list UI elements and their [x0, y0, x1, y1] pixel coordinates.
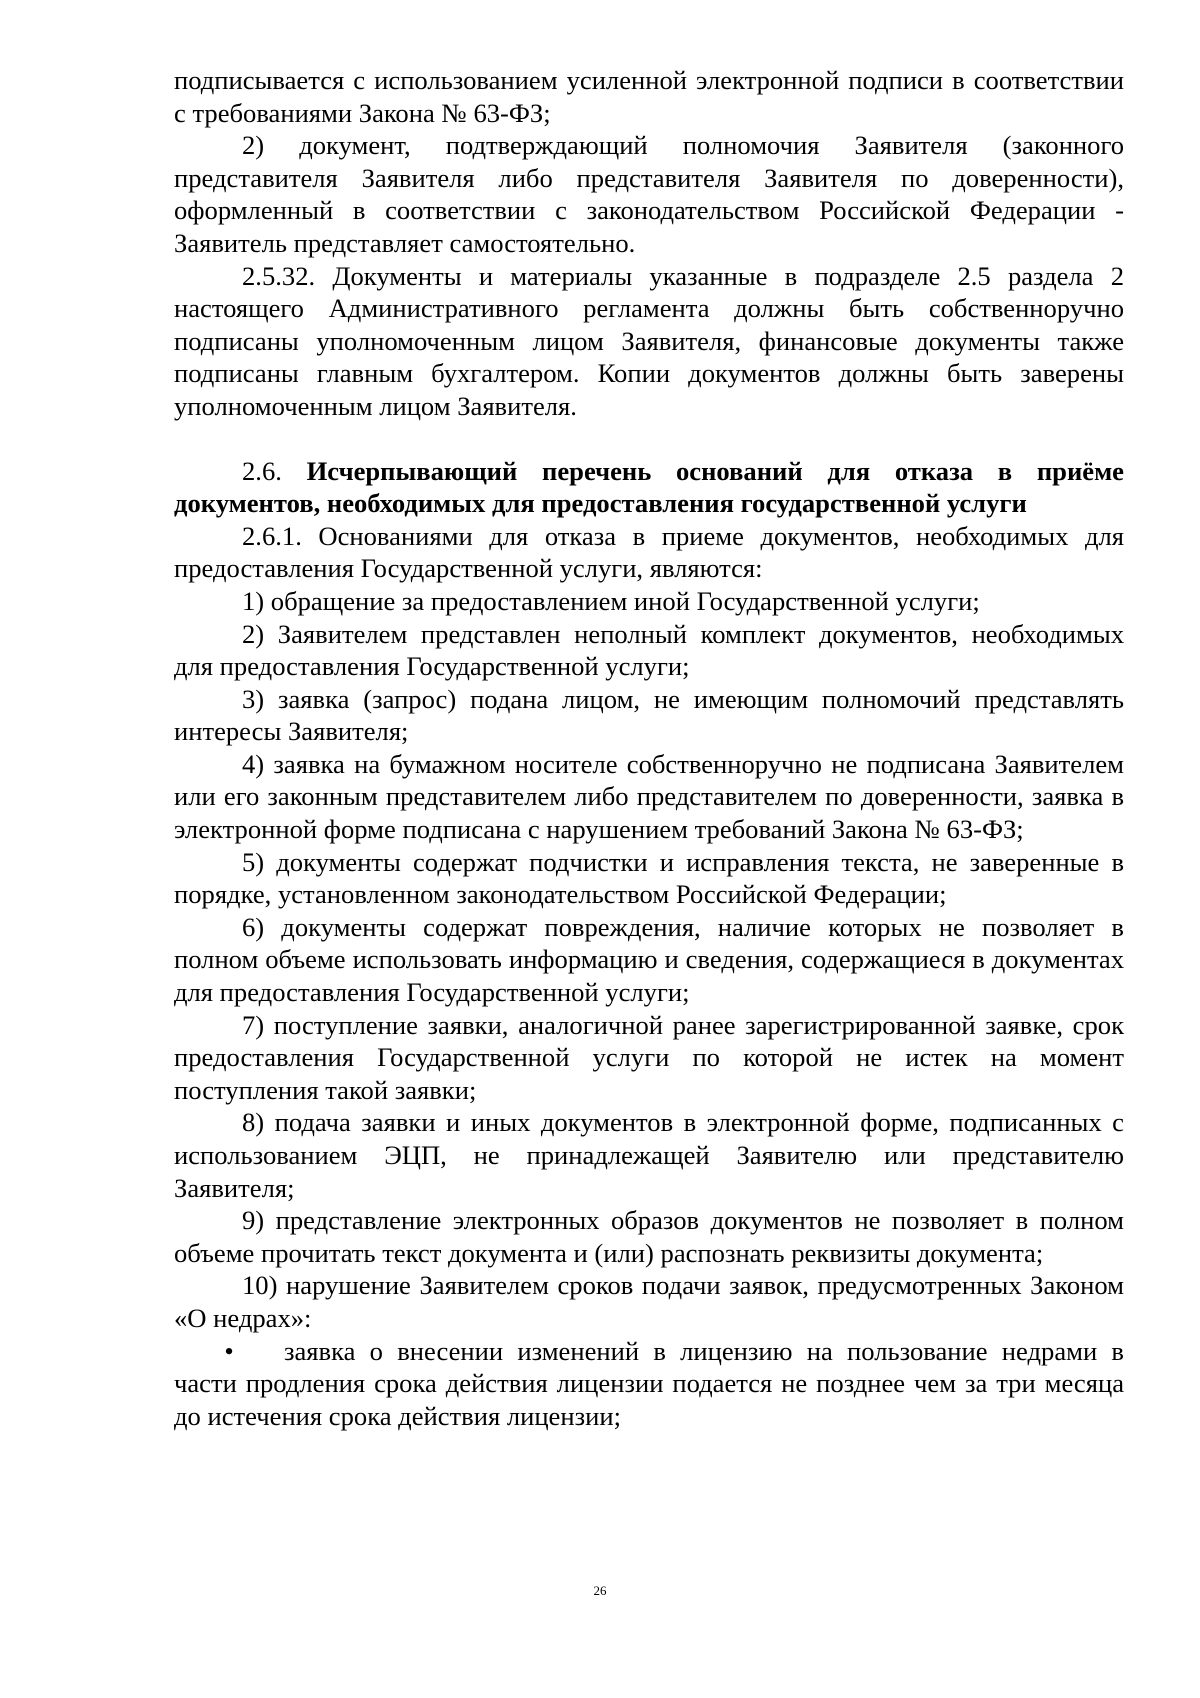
- list-item: 4) заявка на бумажном носителе собственноручно не подписана Заявителем или его законным представителем либо представителем по доверенности, заявка в электронной форме подписана с нарушением требований Закона № 63-ФЗ;: [174, 748, 1124, 845]
- page-number: 26: [593, 1583, 607, 1598]
- list-item: 7) поступление заявки, аналогичной ранее зарегистрированной заявке, срок предоставления Государственной услуги по которой не истек на момент поступления такой заявки;: [174, 1009, 1124, 1105]
- section-spacer: [174, 423, 1124, 455]
- paragraph-item-2-document: 2) документ, подтверждающий полномочия Заявителя (законного представителя Заявителя либо представителя Заявителя по доверенности), оформленный в соответствии с законодательством Российской Федерации - Заявитель представляет самостоятельно.: [174, 130, 1124, 258]
- list-item: 2) Заявителем представлен неполный комплект документов, необходимых для предоставления Государственной услуги;: [174, 618, 1124, 682]
- bullet-text: заявка о внесении изменений в лицензию на пользование недрами в части продления срока действия лицензии подается не позднее чем за три месяца до истечения срока действия лицензии;: [174, 1335, 1124, 1431]
- list-item: 5) документы содержат подчистки и исправления текста, не заверенные в порядке, установленном законодательством Российской Федерации;: [174, 846, 1124, 910]
- section-title: Исчерпывающий перечень оснований для отказа в приёме документов, необходимых для предоставления государственной услуги: [174, 455, 1124, 519]
- list-item: 3) заявка (запрос) подана лицом, не имеющим полномочий представлять интересы Заявителя;: [174, 683, 1124, 747]
- list-item: 10) нарушение Заявителем сроков подачи заявок, предусмотренных Законом «О недрах»:: [174, 1270, 1124, 1333]
- section-number: 2.6.: [242, 455, 282, 486]
- paragraph-2-5-32: 2.5.32. Документы и материалы указанные в подразделе 2.5 раздела 2 настоящего Административного регламента должны быть собственноручно подписаны уполномоченным лицом Заявителя, финансовые документы также подписаны главным бухгалтером. Копии документов должны быть заверены уполномоченным лицом Заявителя.: [174, 260, 1124, 421]
- bullet-mark: •: [224, 1335, 234, 1366]
- document-page: [174, 64, 1124, 1432]
- list-item: 6) документы содержат повреждения, наличие которых не позволяет в полном объеме использовать информацию и сведения, содержащиеся в документах для предоставления Государственной услуги;: [174, 911, 1124, 1008]
- list-item: 1) обращение за предоставлением иной Государственной услуги;: [242, 585, 980, 616]
- paragraph-continuation: подписывается с использованием усиленной электронной подписи в соответствии с требованиями Закона № 63-ФЗ;: [174, 65, 1124, 128]
- list-item: 8) подача заявки и иных документов в электронной форме, подписанных с использованием ЭЦП, не принадлежащей Заявителю или представителю Заявителя;: [174, 1107, 1124, 1203]
- paragraph-2-6-1: 2.6.1. Основаниями для отказа в приеме документов, необходимых для предоставления Государственной услуги, являются:: [174, 520, 1124, 584]
- bullet-item: [174, 1335, 1124, 1433]
- list-item: 9) представление электронных образов документов не позволяет в полном объеме прочитать текст документа и (или) распознать реквизиты документа;: [174, 1205, 1124, 1268]
- section-heading-2-6: [174, 455, 1124, 520]
